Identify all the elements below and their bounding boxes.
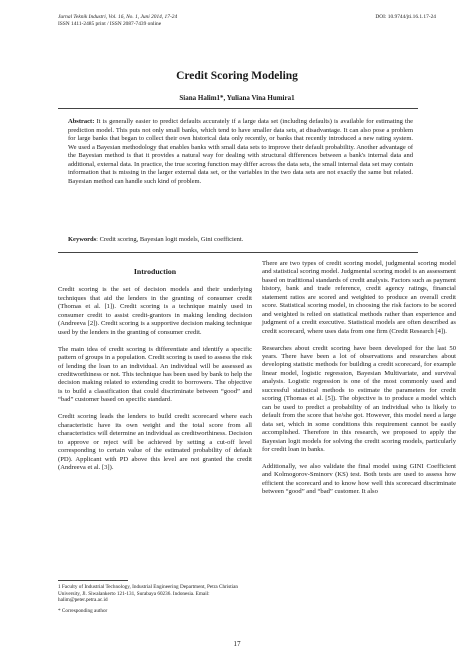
left-column (58, 260, 252, 481)
journal-header (58, 14, 177, 29)
abstract-top-rule (58, 108, 418, 109)
page-number: 17 (233, 640, 241, 648)
section-heading-introduction: Introduction (133, 267, 177, 276)
right-column (262, 260, 456, 505)
abstract-bottom-rule (58, 252, 418, 253)
abstract-text: It is generally easier to predict defaults accurately if a large data set (including defaults) is available for estimating the prediction model. This puts not only small banks, which tend to have smaller data sets, at disadvantage. It can also pose a problem for large banks that began to collect their own historical data only recently, or banks that recently introduced a new rating system. We used a Bayesian methodology that enables banks with small data sets to improve their default probability. Another advantage of the Bayesian method is that it provides a natural way for dealing with structural differences between a bank's internal data and additional, external data. In practice, the true scoring function may differ across the data sets, the small internal data set may contain information that is missing in the larger external data set, or the variables in the two data sets are not exactly the same but related. Bayesian method can handle such kind of problem. (68, 118, 413, 185)
abstract (68, 118, 413, 186)
journal-citation: Jurnal Teknik Industri, Vol. 16, No. 1, Juni 2014, 17-24 (58, 14, 178, 20)
doi: DOI: 10.9744/jti.16.1.17-24 (375, 14, 436, 20)
paragraph: Additionally, we also validate the final model using GINI Coefficient and Kolmogorov-Sminorv (KS) test. Both tests are used to assess how efficient the scorecard and to know how well this scorecard discriminate between “good” and “bad” customer. It also (262, 462, 456, 496)
author-list: Siana Halim1*, Yuliana Vina Humira1 (179, 94, 295, 102)
paragraph: Credit scoring is the set of decision models and their underlying techniques that aid the lenders in the granting of consumer credit (Thomas et al. [1]). Credit scoring is a technique mainly used in consumer credit to assist credit-grantors in making lending decision (Andreeva [2]). Credit scoring is a supportive decision making technique used by the lenders in the granting of consumer credit. (58, 286, 252, 336)
abstract-label: Abstract: (68, 118, 95, 125)
keywords (68, 236, 413, 245)
keywords-label: Keywords (68, 236, 97, 243)
footnote-rule (58, 580, 128, 581)
paragraph: The main idea of credit scoring is differentiate and identify a specific pattern of groups in a population. Credit scoring is used to assess the risk of lending the loan to an individual. An individual will be assessed as creditworthiness or not. This technique has been used by bank to help the decision making related to extending credit to borrowers. The objective is to build a classification that could discriminate between “good” and “bad” customer based on specific standard. (58, 345, 252, 404)
footnote-corresponding: * Corresponding author (58, 608, 108, 614)
paragraph: Credit scoring leads the lenders to build credit scorecard where each characteristic have its own weight and the total score from all characteristics will determine an individual as creditworthiness. Decision to approve or reject will be achieved by setting a cut-off level corresponding to certain value of the estimated probability of default (PD). Applicant with PD above this level are not granted the credit (Andreeva et al. [3]). (58, 413, 252, 472)
paragraph: Researches about credit scoring have been developed for the last 50 years. There have been a lot of observations and researches about developing statistic methods for building a credit scorecard, for example linear model, logistic regression, Bayesian Multivariate, and survival analysis. Logistic regression is one of the most commonly used and successful statistical methods to estimate the parameters for credit scoring (Thomas et al. [5]). The objective is to produce a model which can be used to predict a probability of an individual who is likely to default from the score that he/she got. However, this model need a large data set, which in some conditions this requirement cannot be easily accomplished. Therefore in this research, we proposed to apply the Bayesian logit models for solving the credit scoring models, particularly for credit loan in banks. (262, 344, 456, 454)
keywords-text: : Credit scoring, Bayesian logit models, Gini coefficient. (96, 236, 244, 243)
paragraph: There are two types of credit scoring model, judgmental scoring model and statistical scoring model. Judgmental scoring model is an assessment based on traditional standards of credit analysis. Factors such as payment history, bank and trade reference, credit agency ratings, financial statement ratios are scored and weighted to produce an overall credit score. Statistical scoring model, in choosing the risk factors to be scored and weighted is relied on statistical methods rather than experience and judgment of a credit executive. Statistical models are often described as credit scorecard, where uses data from one firm (Credit Research [4]). (262, 260, 456, 335)
footnote-affiliation: 1 Faculty of Industrial Technology, Industrial Engineering Department, Petra Christian University, Jl. Siwalankerto 121-131, Surabaya 60236. Indonesia. Email: halim@peter.petra.ac.id (58, 584, 239, 604)
journal-issn: ISSN 1411-2485 print / ISSN 2087-7439 online (58, 21, 162, 28)
paper-title: Credit Scoring Modeling (176, 70, 298, 82)
